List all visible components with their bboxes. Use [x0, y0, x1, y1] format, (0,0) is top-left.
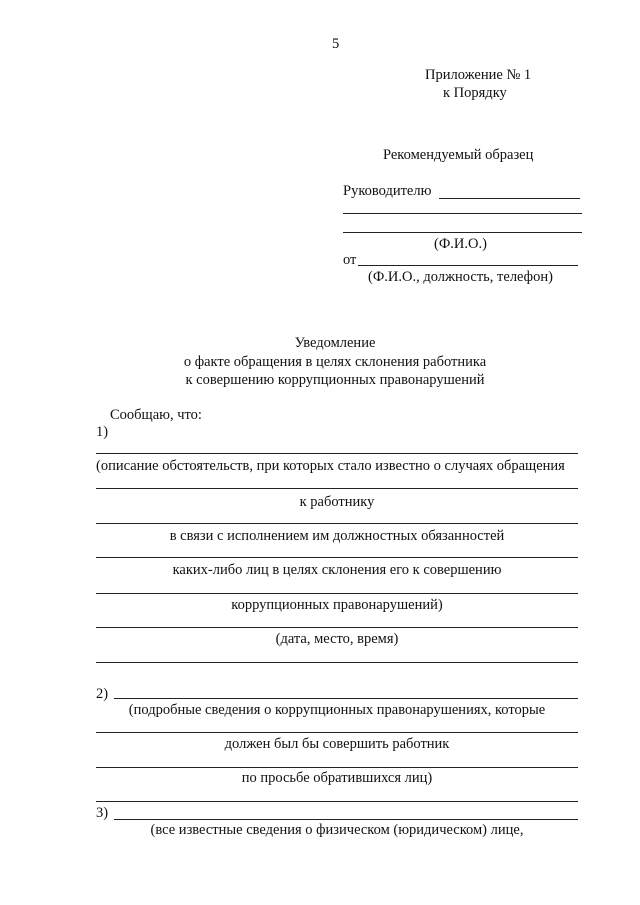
sample-label: Рекомендуемый образец [383, 147, 534, 163]
item-3-caption: (все известные сведения о физическом (юридическом) лице, [150, 822, 524, 838]
item-1-caption: коррупционных правонарушений) [231, 597, 443, 613]
item-3-field-line [114, 819, 578, 820]
from-field-line [358, 265, 578, 266]
from-label: от [343, 252, 357, 268]
to-label: Руководителю [343, 183, 432, 199]
appendix-line-2: к Порядку [443, 85, 507, 101]
item-2-field-line [96, 801, 578, 802]
item-1-caption: каких-либо лиц в целях склонения его к совершению [172, 562, 502, 578]
item-2-field-line [96, 767, 578, 768]
intro-text: Сообщаю, что: [110, 407, 202, 423]
item-1-caption: (описание обстоятельств, при которых стало известно о случаях обращения [96, 458, 565, 474]
item-1-field-line [96, 488, 578, 489]
item-2-caption: (подробные сведения о коррупционных правонарушениях, которые [128, 702, 546, 718]
item-1-field-line [96, 453, 578, 454]
item-2-field-line [114, 698, 578, 699]
item-1-field-line [96, 557, 578, 558]
document-subtitle: к совершению коррупционных правонарушений [185, 372, 485, 388]
to-field-line [343, 232, 582, 233]
document-title: Уведомление [294, 335, 376, 351]
item-2-caption: по просьбе обратившихся лиц) [241, 770, 433, 786]
item-2-number: 2) [96, 686, 109, 702]
document-subtitle: о факте обращения в целях склонения работника [183, 354, 487, 370]
item-2-caption: должен был бы совершить работник [224, 736, 450, 752]
item-1-field-line [96, 523, 578, 524]
from-caption: (Ф.И.О., должность, телефон) [368, 269, 553, 285]
item-2-field-line [96, 732, 578, 733]
page-number: 5 [332, 36, 340, 52]
item-3-number: 3) [96, 805, 109, 821]
item-1-field-line [96, 627, 578, 628]
to-field-line [439, 198, 580, 199]
appendix-line-1: Приложение № 1 [425, 67, 532, 83]
item-1-caption: к работнику [299, 494, 375, 510]
item-1-caption: (дата, место, время) [275, 631, 399, 647]
item-1-caption: в связи с исполнением им должностных обязанностей [169, 528, 505, 544]
item-1-field-line [96, 593, 578, 594]
to-field-line [343, 213, 582, 214]
fio-caption: (Ф.И.О.) [434, 236, 487, 252]
item-1-field-line [96, 662, 578, 663]
item-1-number: 1) [96, 424, 109, 440]
